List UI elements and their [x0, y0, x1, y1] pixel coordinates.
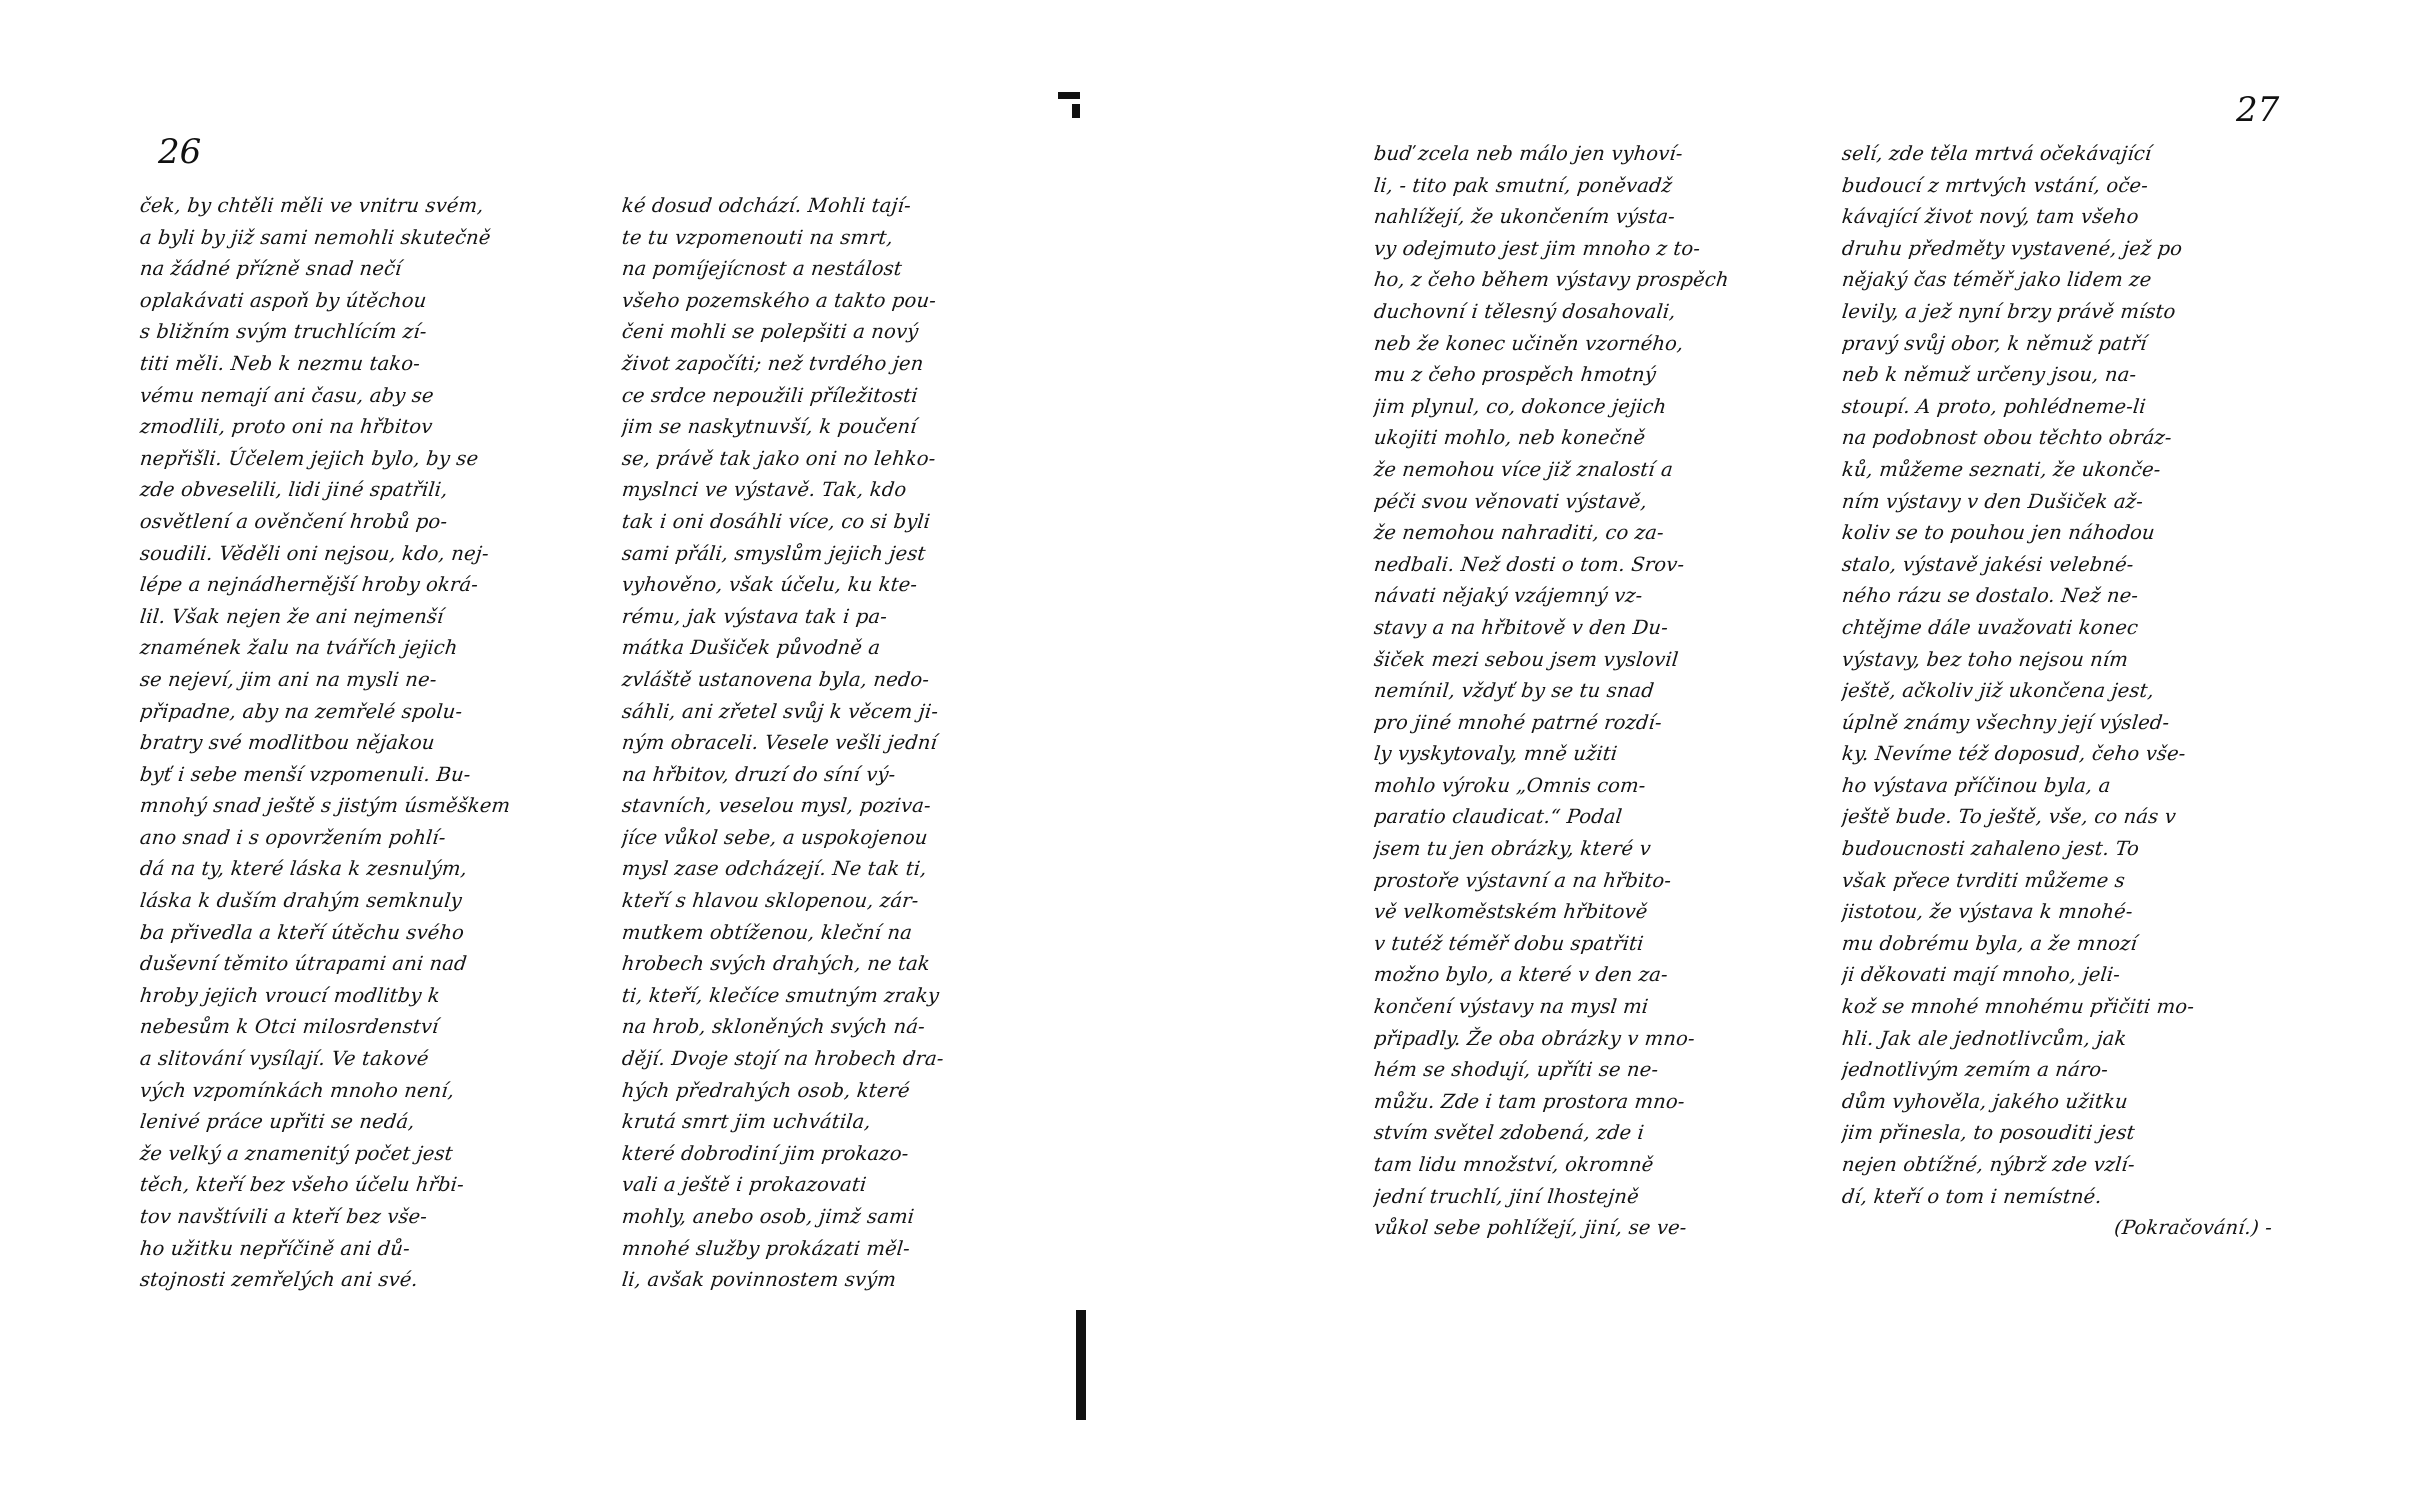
text-line: tam lidu množství, okromně [1372, 1153, 1655, 1176]
text-line: koliv se to pouhou jen náhodou [1840, 521, 2156, 545]
text-line: vůkol sebe pohlížejí, jiní, se ve- [1372, 1216, 1688, 1240]
text-line: chtějme dále uvažovati konec [1840, 615, 2140, 639]
text-line: ky. Nevíme též doposud, čeho vše- [1840, 742, 2187, 766]
text-line: jední truchlí, jiní lhostejně [1372, 1184, 1641, 1208]
text-line: budoucnosti zahaleno jest. To [1840, 837, 2141, 861]
text-line: končení výstavy na mysl mi [1372, 995, 1650, 1019]
text-line: hli. Jak ale jednotlivcům, jak [1840, 1026, 2128, 1050]
text-line: ce srdce nepoužili příležitosti [620, 383, 920, 407]
text-line: ji děkovati mají mnoho, jeli- [1840, 963, 2122, 987]
text-line: krutá smrt jim uchvátila, [620, 1110, 872, 1134]
text-line: hroby jejich vroucí modlitby k [138, 983, 442, 1007]
text-line: můžu. Zde i tam prostora mno- [1372, 1089, 1686, 1113]
text-line: stavy a na hřbitově v den Du- [1372, 615, 1670, 639]
text-line: mutkem obtíženou, kleční na [620, 920, 914, 944]
text-line: ti, kteří, klečíce smutným zraky [620, 983, 941, 1007]
text-line: že nemohou nahraditi, co za- [1372, 521, 1666, 545]
text-line: ho užitku nepříčině ani dů- [138, 1236, 412, 1260]
text-line: mysl zase odcházejí. Ne tak ti, [620, 857, 928, 881]
text-line: mátka Dušiček původně a [620, 636, 882, 660]
text-line: lépe a nejnádhernější hroby okrá- [138, 573, 480, 597]
text-line: ještě bude. To ještě, vše, co nás v [1840, 805, 2178, 829]
text-line: nejen obtížné, nýbrž zde vzlí- [1840, 1153, 2136, 1176]
text-line: připadne, aby na zemřelé spolu- [138, 699, 464, 723]
text-line: tak i oni dosáhli více, co si byli [620, 509, 932, 533]
text-line: jim přinesla, to posouditi jest [1840, 1121, 2137, 1145]
text-line: selí, zde těla mrtvá očekávající [1840, 142, 2153, 165]
text-line: čeni mohli se polepšiti a nový [620, 320, 920, 344]
text-line: že velký a znamenitý počet jest [138, 1141, 455, 1165]
text-line: a slitování vysílají. Ve takové [138, 1047, 430, 1071]
scan-edge-mark [1076, 1310, 1086, 1420]
text-line: duchovní i tělesný dosahovali, [1372, 299, 1677, 323]
text-line: nahlížejí, že ukončením výsta- [1372, 205, 1677, 229]
text-line: hých předrahých osob, které [620, 1078, 912, 1102]
text-line: na hrob, skloněných svých ná- [620, 1015, 927, 1039]
text-line: mohly, anebo osob, jimž sami [620, 1205, 916, 1228]
text-line: ného rázu se dostalo. Než ne- [1840, 584, 2140, 608]
text-line: dům vyhověla, jakého užitku [1840, 1089, 2129, 1113]
text-line: li, avšak povinnostem svým [620, 1268, 898, 1292]
text-line: dá na ty, které láska k zesnulým, [138, 857, 469, 881]
text-line: buď zcela neb málo jen vyhoví- [1372, 142, 1684, 165]
text-line: ným obraceli. Vesele vešli jední [620, 731, 939, 755]
text-line: titi měli. Neb k nezmu tako- [138, 351, 422, 375]
text-line: dí, kteří o tom i nemístné. [1840, 1184, 2103, 1208]
text-line: oplakávati aspoň by útěchou [138, 288, 428, 312]
text-line: znamének žalu na tvářích jejich [138, 636, 459, 660]
text-line: (Pokračování.) - [2113, 1216, 2274, 1240]
right-page-column-2 [1842, 138, 2312, 1244]
text-line: jim plynul, co, dokonce jejich [1372, 394, 1668, 418]
text-line: nemínil, vždyť by se tu snad [1372, 679, 1656, 703]
page-number: 26 [158, 132, 202, 172]
text-line: stalo, výstavě jakési velebné- [1840, 552, 2135, 576]
text-line: soudili. Věděli oni nejsou, kdo, nej- [138, 541, 490, 565]
scan-edge-mark [1058, 92, 1080, 99]
text-line: sáhli, ani zřetel svůj k věcem ji- [620, 699, 940, 723]
text-line: jednotlivým zemím a náro- [1840, 1058, 2110, 1082]
text-line: nepřišli. Účelem jejich bylo, by se [138, 446, 480, 470]
text-line: stoupí. A proto, pohlédneme-li [1840, 394, 2148, 418]
text-line: zmodlili, proto oni na hřbitov [138, 415, 434, 439]
text-line: návati nějaký vzájemný vz- [1372, 584, 1644, 608]
text-line: ještě, ačkoliv již ukončena jest, [1840, 679, 2156, 703]
text-line: s bližním svým truchlícím zí- [138, 320, 428, 344]
text-line: vyhověno, však účelu, ku kte- [620, 573, 919, 597]
text-line: úplně známy všechny její výsled- [1840, 710, 2171, 734]
text-line: hém se shodují, upříti se ne- [1372, 1058, 1660, 1082]
text-line: ním výstavy v den Dušiček až- [1840, 489, 2145, 513]
text-line: sami přáli, smyslům jejich jest [620, 541, 927, 565]
text-line: jíce vůkol sebe, a uspokojenou [620, 825, 929, 849]
text-line: nedbali. Než dosti o tom. Srov- [1372, 552, 1686, 576]
text-line: bratry své modlitbou nějakou [138, 731, 436, 755]
text-line: neb že konec učiněn vzorného, [1372, 331, 1685, 355]
text-line: že nemohou více již znalostí a [1372, 457, 1675, 481]
text-line: dějí. Dvoje stojí na hrobech dra- [620, 1047, 945, 1071]
text-line: prostoře výstavní a na hřbito- [1372, 868, 1673, 892]
text-line: ček, by chtěli měli ve vnitru svém, [138, 194, 485, 217]
text-line: láska k duším drahým semknuly [138, 889, 464, 913]
text-line: tov navštívili a kteří bez vše- [138, 1205, 429, 1228]
text-line: stavních, veselou mysl, poziva- [620, 794, 933, 818]
text-line: lenivé práce upřiti se nedá, [138, 1110, 416, 1134]
text-line: ano snad i s opovržením pohlí- [138, 825, 447, 849]
text-line: jistotou, že výstava k mnohé- [1840, 900, 2134, 924]
text-line: šiček mezi sebou jsem vyslovil [1372, 647, 1680, 671]
text-line: ké dosud odchází. Mohli tají- [620, 194, 913, 217]
text-line: možno bylo, a které v den za- [1372, 963, 1670, 987]
text-line: pravý svůj obor, k němuž patří [1840, 331, 2148, 355]
text-line: mnohý snad ještě s jistým úsměškem [138, 794, 512, 818]
text-line: se nejeví, jim ani na mysli ne- [138, 667, 438, 691]
text-line: duševní těmito útrapami ani nad [138, 952, 469, 976]
text-line: vých vzpomínkách mnoho není, [138, 1078, 456, 1102]
text-line: péči svou věnovati výstavě, [1372, 489, 1649, 513]
text-line: pro jiné mnohé patrné rozdí- [1372, 710, 1664, 734]
text-line: zvláště ustanovena byla, nedo- [620, 667, 931, 691]
text-line: zde obveselili, lidi jiné spatřili, [138, 478, 449, 502]
text-line: výstavy, bez toho nejsou ním [1840, 647, 2130, 671]
text-line: a byli by již sami nemohli skutečně [138, 225, 492, 249]
text-line: na žádné přízně snad nečí [138, 257, 403, 281]
right-page-column-1 [1374, 138, 1844, 1244]
left-page-column-1 [140, 190, 610, 1296]
text-line: mu z čeho prospěch hmotný [1372, 363, 1658, 387]
text-line: budoucí z mrtvých vstání, oče- [1840, 173, 2150, 197]
text-line: na hřbitov, druzí do síní vý- [620, 762, 897, 786]
text-line: život započíti; než tvrdého jen [620, 351, 925, 375]
text-line: li, - tito pak smutní, poněvadž [1372, 173, 1674, 197]
text-line: připadly. Že oba obrázky v mno- [1372, 1026, 1696, 1050]
text-line: mnohé služby prokázati měl- [620, 1236, 912, 1260]
text-line: vému nemají ani času, aby se [138, 383, 435, 407]
text-line: na pomíjejícnost a nestálost [620, 257, 904, 281]
text-line: však přece tvrditi můžeme s [1840, 868, 2127, 892]
text-line: těch, kteří bez všeho účelu hřbi- [138, 1173, 466, 1197]
text-line: nějaký čas téměř jako lidem ze [1840, 268, 2153, 292]
text-line: stojnosti zemřelých ani své. [138, 1268, 420, 1292]
text-line: osvětlení a ověnčení hrobů po- [138, 509, 449, 533]
text-line: vy odejmuto jest jim mnoho z to- [1372, 236, 1702, 260]
right-page [1206, 0, 2412, 1500]
text-line: mohlo výroku „Omnis com- [1372, 773, 1647, 797]
text-line: jsem tu jen obrázky, které v [1372, 837, 1653, 861]
text-line: kávající život nový, tam všeho [1840, 205, 2140, 229]
text-line: ly vyskytovaly, mně užiti [1372, 742, 1619, 766]
text-line: lil. Však nejen že ani nejmenší [138, 604, 445, 628]
text-line: byť i sebe menší vzpomenuli. Bu- [138, 762, 472, 786]
text-line: ho výstava příčinou byla, a [1840, 773, 2112, 797]
text-line: neb k němuž určeny jsou, na- [1840, 363, 2138, 387]
text-line: všeho pozemského a takto pou- [620, 288, 938, 312]
text-line: paratio claudicat.“ Podal [1372, 805, 1624, 829]
text-line: stvím světel zdobená, zde i [1372, 1121, 1646, 1145]
text-line: v tutéž téměř dobu spatřiti [1372, 931, 1645, 955]
text-line: myslnci ve výstavě. Tak, kdo [620, 478, 908, 502]
text-line: hrobech svých drahých, ne tak [620, 952, 932, 976]
text-line: levily, a jež nyní brzy právě místo [1840, 299, 2177, 323]
text-line: kož se mnohé mnohému přičiti mo- [1840, 995, 2196, 1019]
text-line: kteří s hlavou sklopenou, zár- [620, 889, 920, 913]
text-line: na podobnost obou těchto obráz- [1840, 426, 2173, 450]
text-line: jim se naskytnuvší, k poučení [620, 415, 919, 439]
text-line: te tu vzpomenouti na smrt, [620, 225, 895, 249]
text-line: vali a ještě i prokazovati [620, 1173, 868, 1197]
text-line: rému, jak výstava tak i pa- [620, 604, 889, 628]
text-line: se, právě tak jako oni no lehko- [620, 446, 937, 470]
text-line: ho, z čeho během výstavy prospěch [1372, 268, 1730, 292]
text-line: vě velkoměstském hřbitově [1372, 900, 1649, 924]
text-line: ků, můžeme seznati, že ukonče- [1840, 457, 2162, 481]
text-line: ba přivedla a kteří útěchu svého [138, 920, 466, 944]
page-number: 27 [2236, 90, 2280, 130]
text-line: druhu předměty vystavené, jež po [1840, 236, 2184, 260]
scan-edge-mark [1072, 104, 1080, 118]
text-line: mu dobrému byla, a že mnozí [1840, 931, 2139, 955]
text-line: ukojiti mohlo, neb konečně [1372, 426, 1647, 450]
text-line: nebesům k Otci milosrdenství [138, 1015, 440, 1039]
text-line: které dobrodiní jim prokazo- [620, 1141, 910, 1165]
left-page-column-2 [622, 190, 1092, 1296]
